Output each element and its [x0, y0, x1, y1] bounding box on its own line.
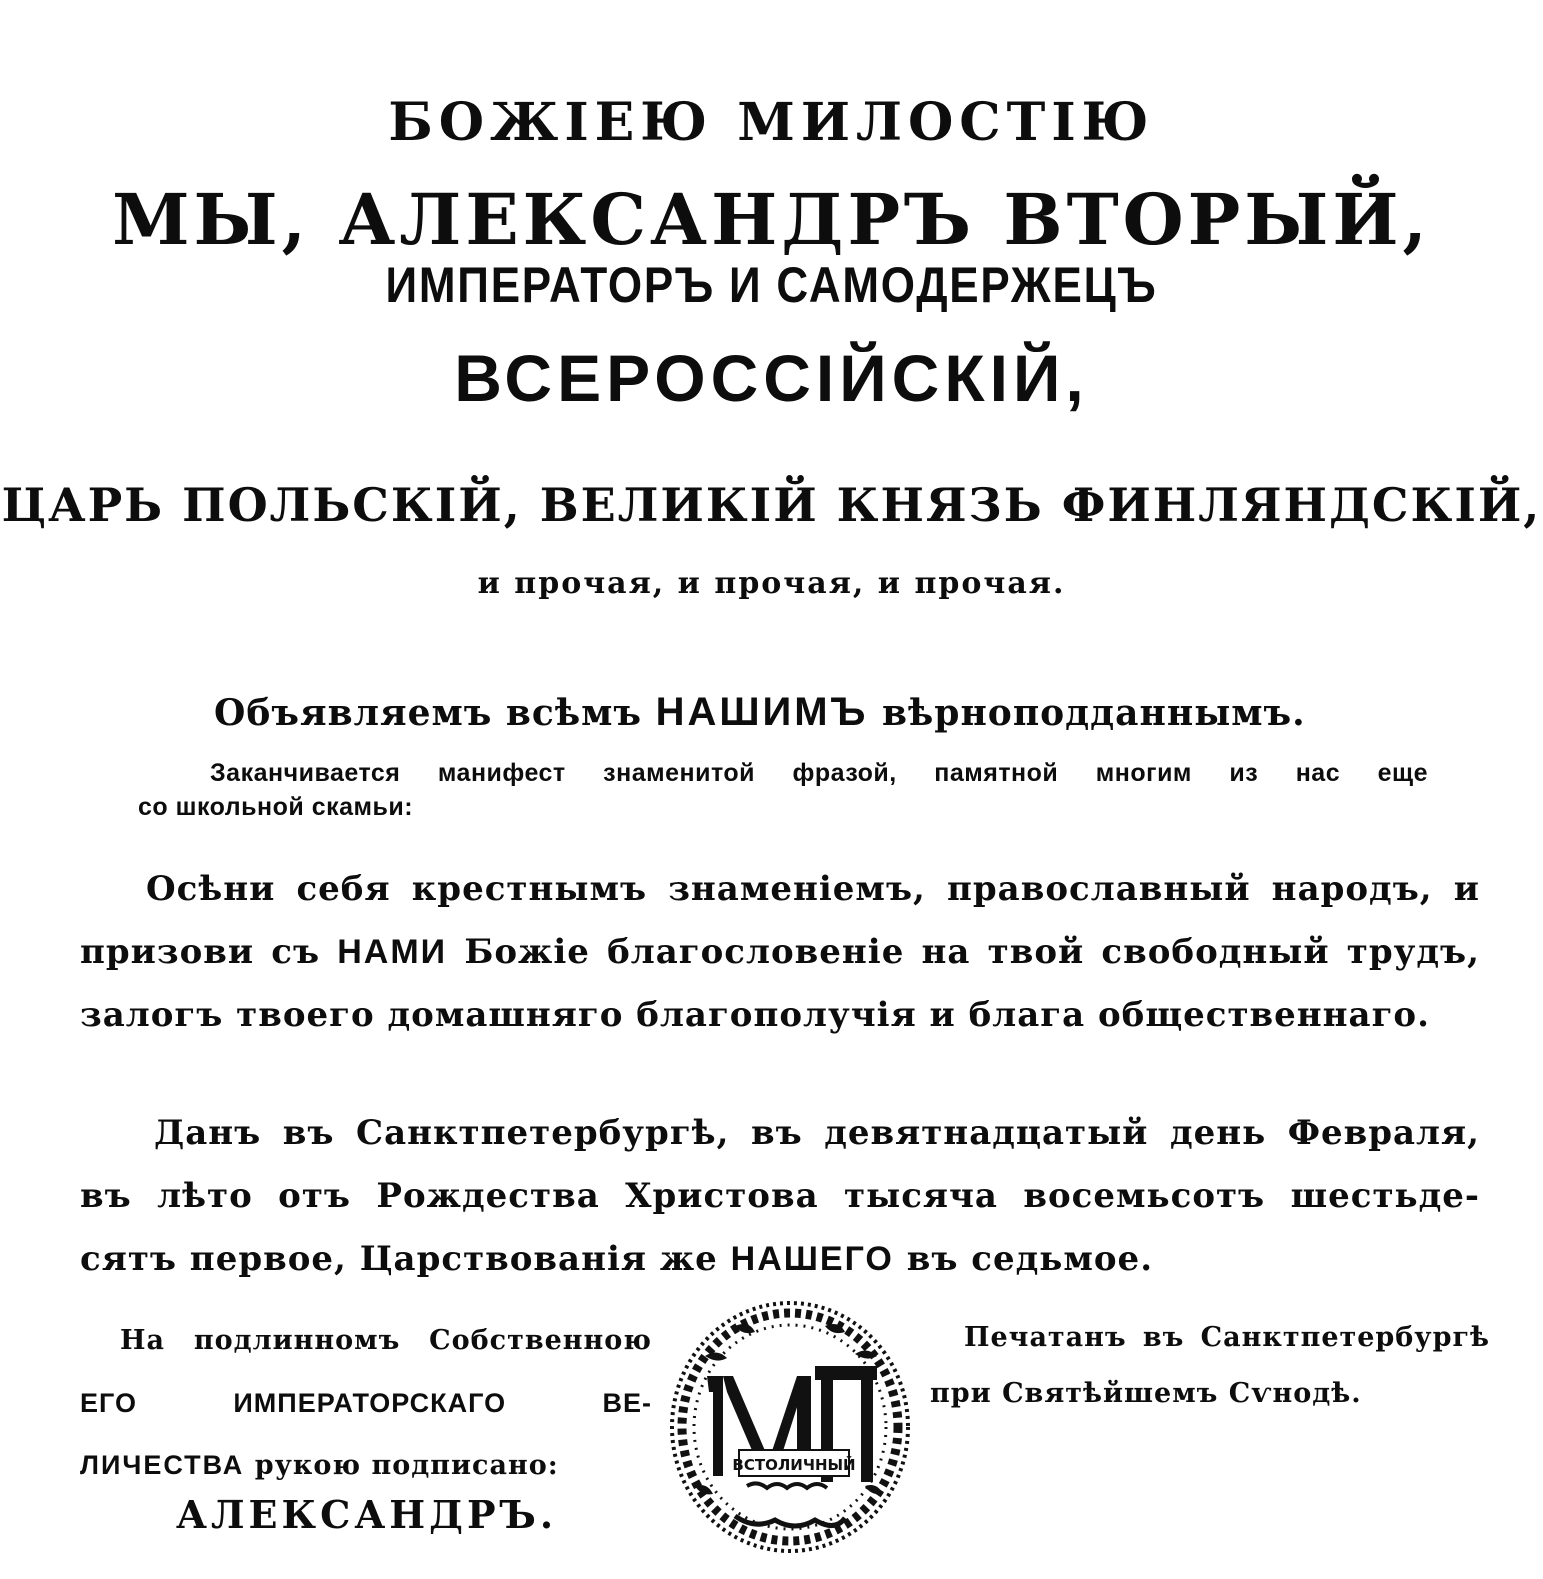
- signed-line-3: [80, 1434, 652, 1497]
- proclamation-before: Объявляемъ всѣмъ: [214, 692, 643, 734]
- signed-line-3-caps: ЛИЧЕСТВА: [80, 1450, 245, 1480]
- proclamation-emph: НАШИМЪ: [655, 690, 869, 734]
- given-line-2: въ лѣто отъ Рождества Христова тысяча восемьсотъ шестьде-: [80, 1176, 1480, 1216]
- quote-line-2: [80, 921, 1480, 984]
- given-line-1: Данъ въ Санктпетербургѣ, въ девятнадцатый день Февраля,: [154, 1113, 1480, 1153]
- printed-note: [930, 1310, 1490, 1422]
- quote-line-2-before: призови съ: [80, 932, 321, 972]
- quote-line-1: Осѣни себя крестнымъ знаменіемъ, православный народъ, и: [146, 869, 1480, 909]
- signature: АЛЕКСАНДРЪ.: [176, 1492, 558, 1537]
- header-emperor-autocrat: ИМПЕРАТОРЪ И САМОДЕРЖЕЦЪ: [385, 257, 1158, 313]
- header-all-russian: ВСЕРОССІЙСКІЙ,: [454, 341, 1089, 415]
- given-paragraph: [80, 1102, 1480, 1291]
- commentary-line-2: со школьной скамьи:: [138, 793, 414, 821]
- quote-paragraph: [80, 858, 1480, 1047]
- commentary-paragraph: [138, 756, 1428, 824]
- header-tsar-of-poland: ЦАРЬ ПОЛЬСКІЙ, ВЕЛИКІЙ КНЯЗЬ ФИНЛЯНДСКІЙ,: [1, 478, 1542, 532]
- header-we-alexander: МЫ, АЛЕКСАНДРЪ ВТОРЫЙ,: [112, 178, 1431, 261]
- header-by-grace: БОЖІЕЮ МИЛОСТІЮ: [388, 92, 1155, 153]
- printed-line-1: Печатанъ въ Санктпетербургѣ: [964, 1322, 1490, 1353]
- quote-line-3: залогъ твоего домашняго благополучія и блага общественнаго.: [80, 995, 1430, 1035]
- seal-monogram-icon: [707, 1366, 877, 1526]
- signed-line-3-after: рукою подписано:: [254, 1450, 559, 1481]
- quote-line-2-after: Божіе благословеніе на твой свободный трудъ,: [464, 932, 1480, 972]
- header-and-so-forth: и прочая, и прочая, и прочая.: [477, 566, 1066, 601]
- given-line-3: [80, 1228, 1480, 1291]
- seal-band-text: ВСТОЛИЧНЫЙ: [732, 1456, 856, 1474]
- proclamation-after: вѣрноподданнымъ.: [881, 692, 1306, 734]
- signed-line-1: На подлинномъ Собственною: [120, 1325, 652, 1356]
- typography-seal: [665, 1296, 915, 1558]
- proclamation-line: [214, 690, 1306, 735]
- given-line-3-emph: НАШЕГО: [730, 1240, 894, 1278]
- given-line-3-before: сятъ первое, Царствованія же: [80, 1239, 718, 1279]
- printed-line-2: при Святѣйшемъ Сѵнодѣ.: [930, 1378, 1362, 1409]
- quote-line-2-emph: НАМИ: [337, 933, 448, 971]
- given-line-3-after: въ седьмое.: [906, 1239, 1154, 1279]
- signed-note: [80, 1310, 652, 1497]
- signed-line-2: ЕГО ИМПЕРАТОРСКАГО ВЕ-: [80, 1388, 652, 1418]
- commentary-line-1: Заканчивается манифест знаменитой фразой, памятной многим из нас еще: [210, 759, 1428, 787]
